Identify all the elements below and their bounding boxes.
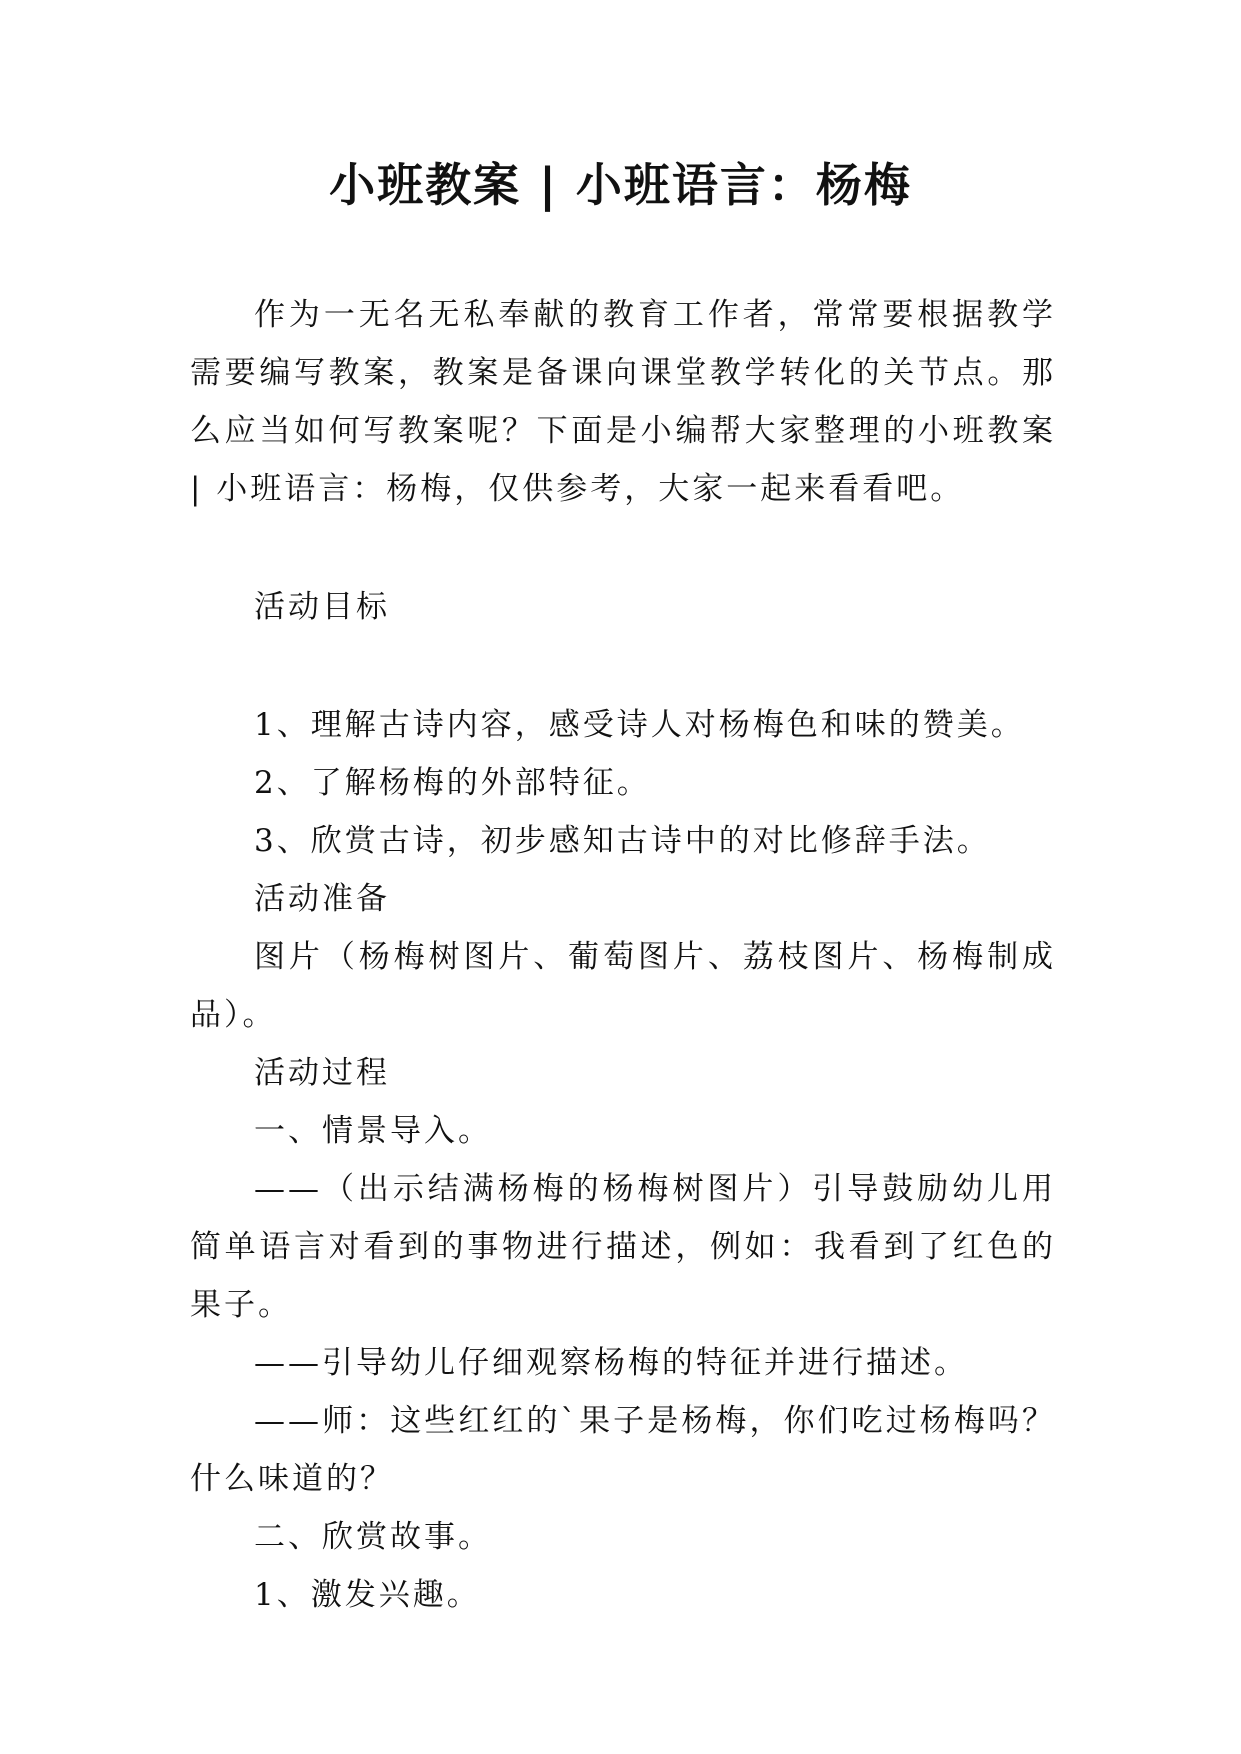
section-heading-preparation: 活动准备 [254,881,390,917]
process-paragraph: ——（出示结满杨梅的杨梅树图片）引导鼓励幼儿用简单语言对看到的事物进行描述，例如：我看到了红色的果子。 [190,1171,1056,1323]
objective-item: 3、欣赏古诗，初步感知古诗中的对比修辞手法。 [254,823,991,859]
section-heading-objectives: 活动目标 [254,589,390,625]
document-body [190,286,1056,1624]
process-paragraph: ——引导幼儿仔细观察杨梅的特征并进行描述。 [254,1345,968,1381]
process-step-heading: 一、情景导入。 [254,1113,492,1149]
objective-item: 1、理解古诗内容，感受诗人对杨梅色和味的赞美。 [254,707,1025,743]
process-step-heading: 二、欣赏故事。 [254,1519,492,1555]
document-title: 小班教案 | 小班语言：杨梅 [329,158,912,212]
process-sub-step: 1、激发兴趣。 [254,1577,481,1613]
intro-paragraph: 作为一无名无私奉献的教育工作者，常常要根据教学需要编写教案，教案是备课向课堂教学转化的关节点。那么应当如何写教案呢？下面是小编帮大家整理的小班教案 | 小班语言：杨梅，仅供参考，大家一起来看看吧。 [190,297,1056,507]
section-heading-process: 活动过程 [254,1055,390,1091]
preparation-paragraph: 图片（杨梅树图片、葡萄图片、荔枝图片、杨梅制成品）。 [190,939,1056,1033]
objective-item: 2、了解杨梅的外部特征。 [254,765,651,801]
process-paragraph: ——师：这些红红的`果子是杨梅，你们吃过杨梅吗？什么味道的？ [190,1403,1056,1497]
